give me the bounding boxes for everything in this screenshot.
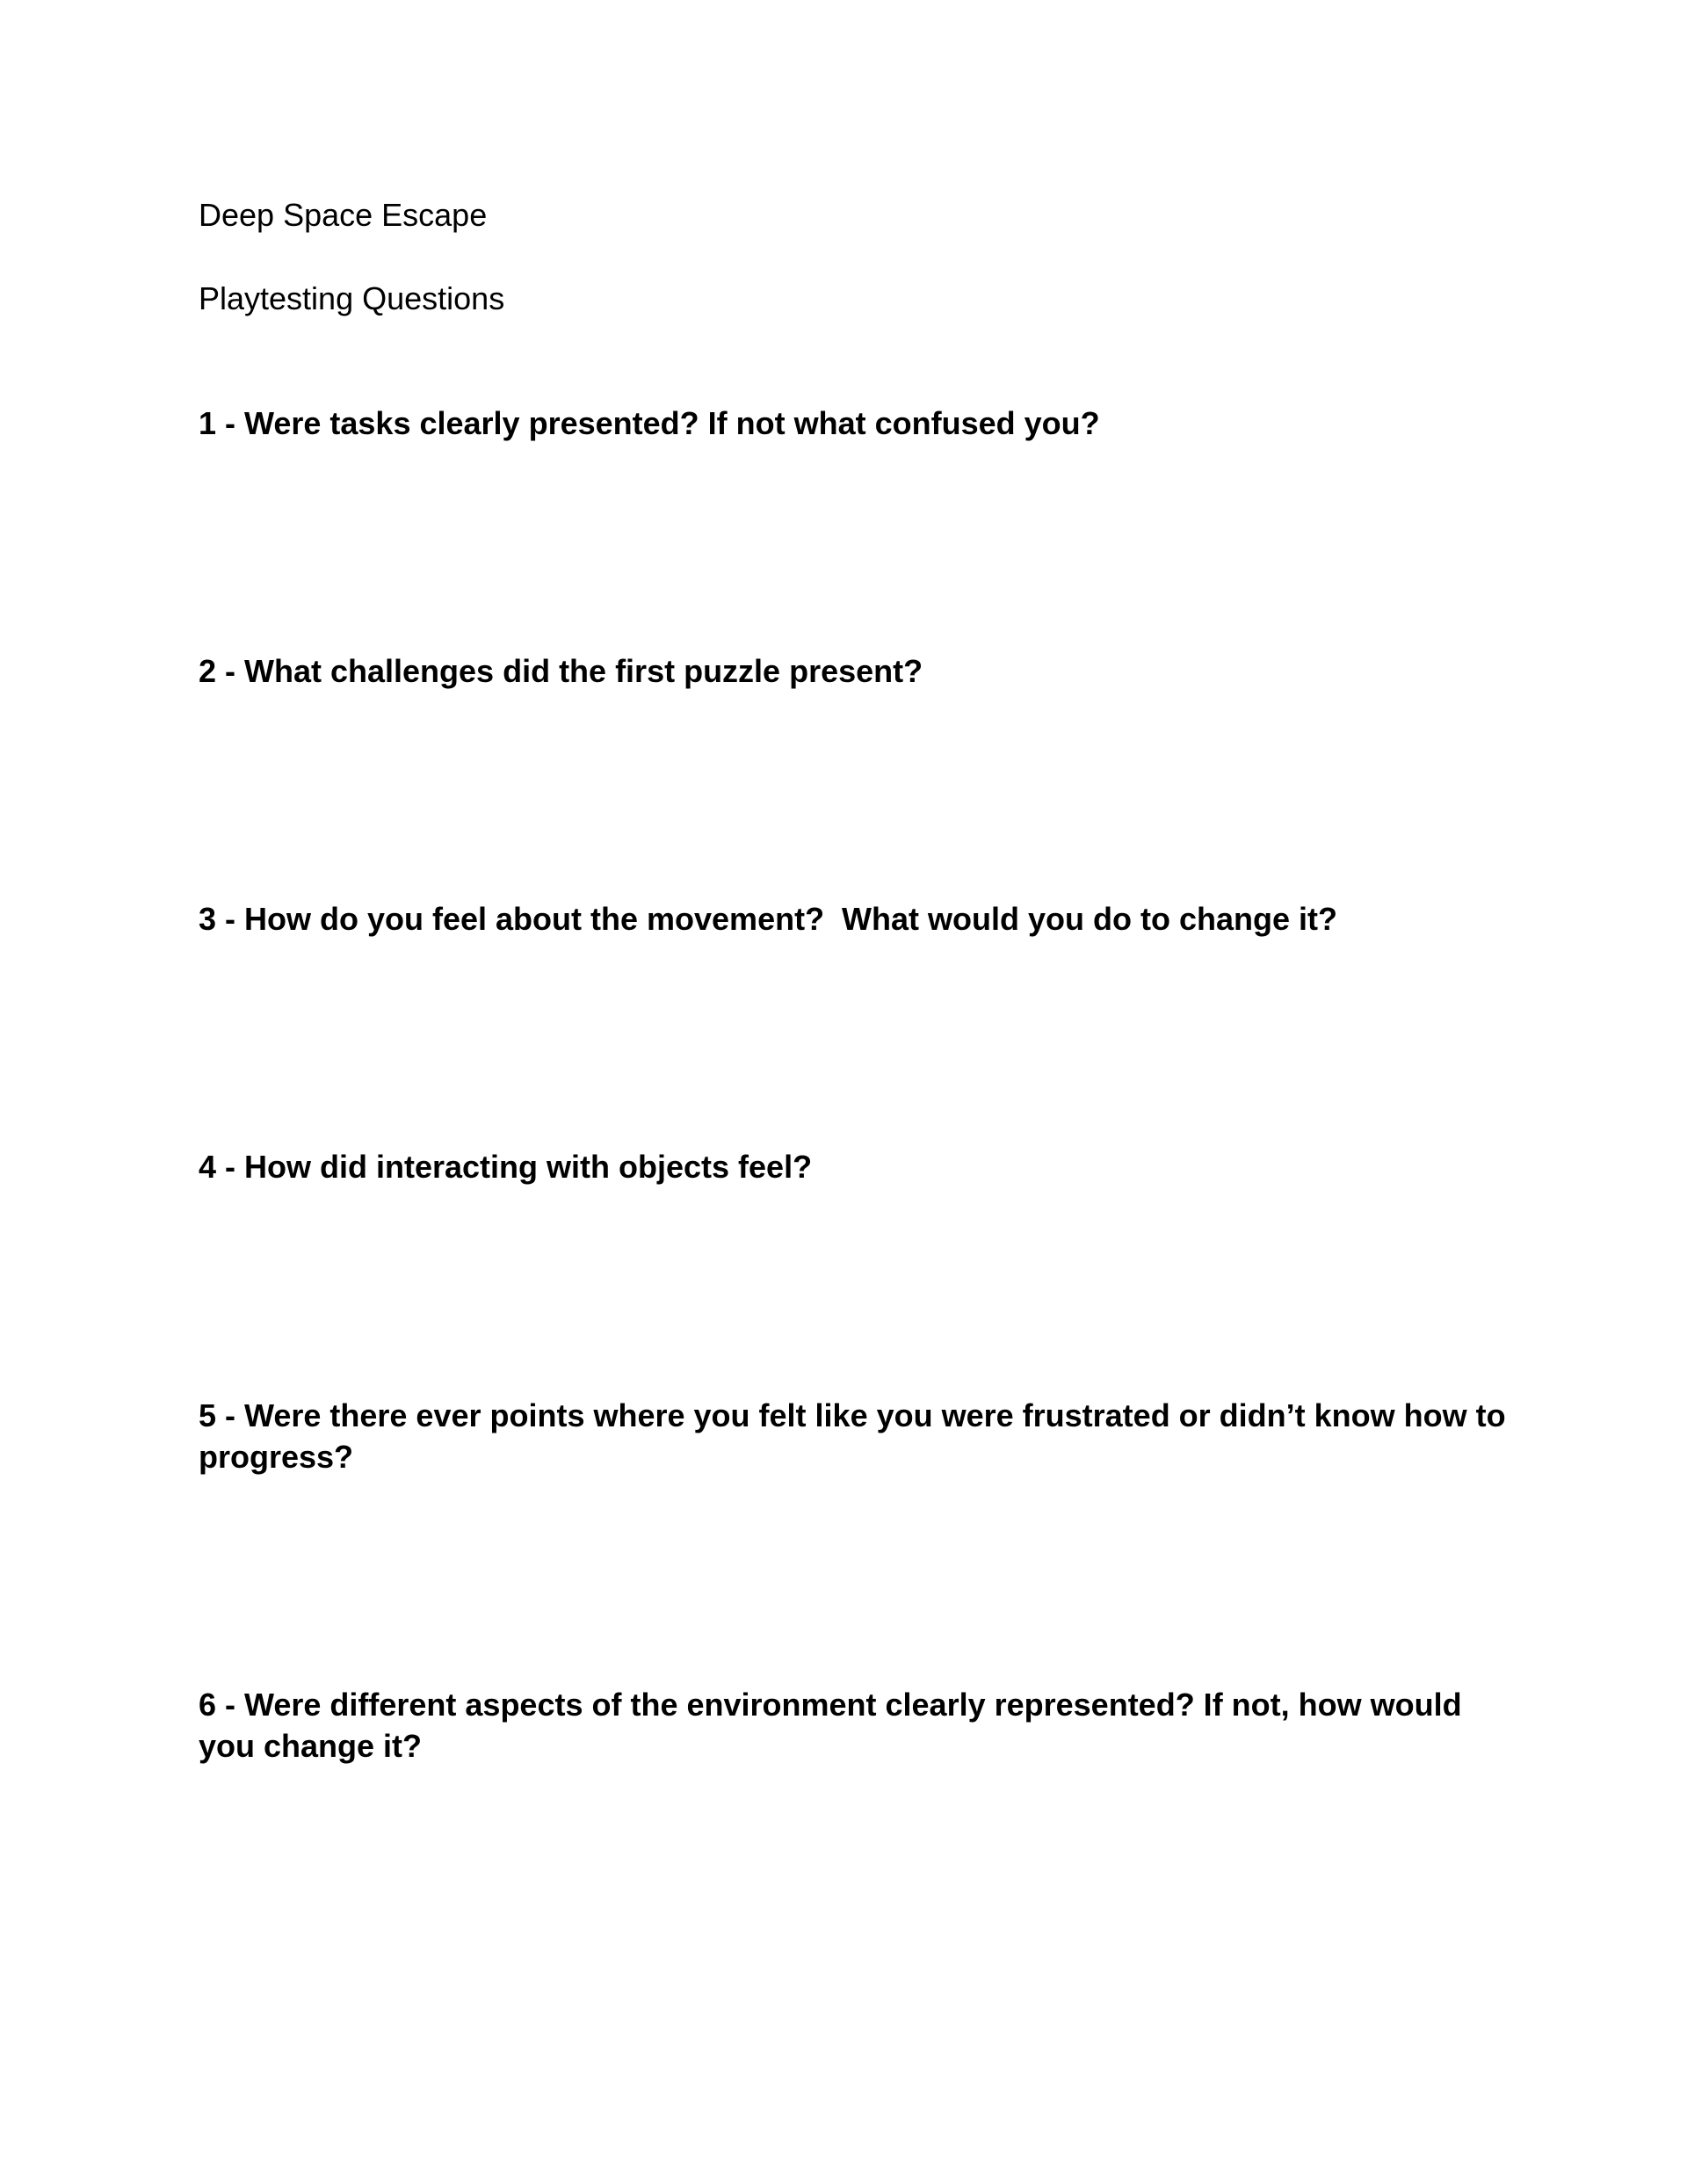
question-4: 4 - How did interacting with objects feel? bbox=[199, 1149, 813, 1185]
question-3: 3 - How do you feel about the movement? What would you do to change it? bbox=[199, 901, 1337, 937]
document-title: Deep Space Escape bbox=[199, 197, 488, 233]
question-6: 6 - Were different aspects of the environment clearly represented? If not, how would you change it? bbox=[199, 1687, 1462, 1764]
document-subtitle: Playtesting Questions bbox=[199, 280, 505, 316]
question-2: 2 - What challenges did the first puzzle present? bbox=[199, 653, 923, 689]
question-5: 5 - Were there ever points where you felt like you were frustrated or didn’t know how to progress? bbox=[199, 1397, 1506, 1475]
question-1: 1 - Were tasks clearly presented? If not what confused you? bbox=[199, 405, 1100, 441]
